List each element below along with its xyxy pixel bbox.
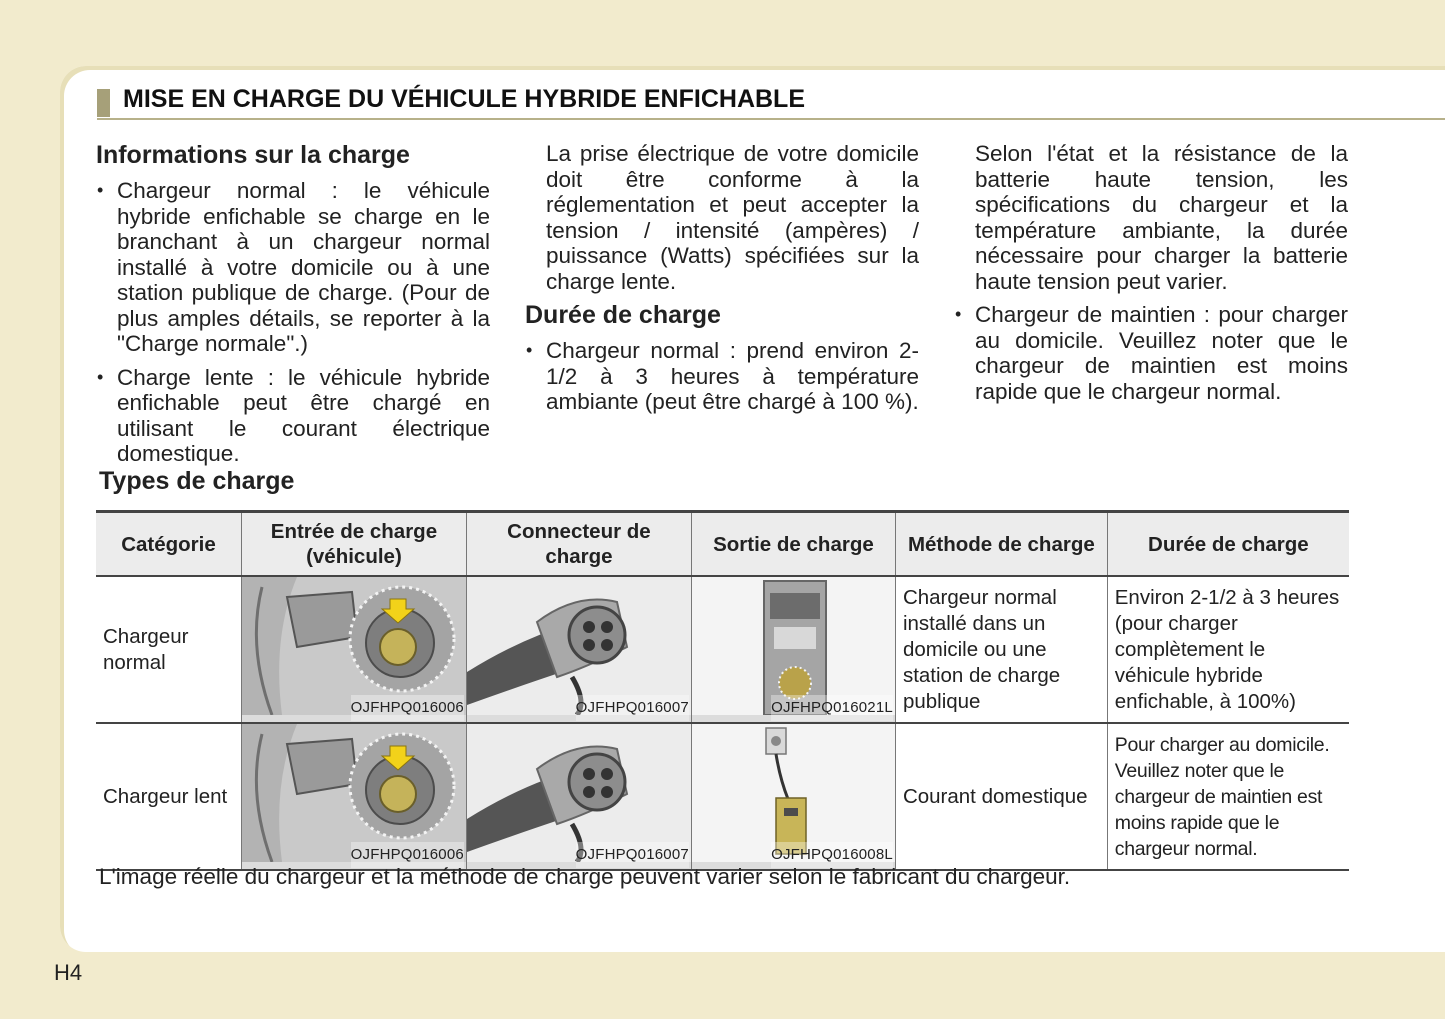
charge-types-table bbox=[96, 510, 1349, 871]
info-heading: Informations sur la charge bbox=[96, 141, 410, 169]
paragraph: La prise électrique de votre domicile doit être conforme à la réglementation et peut accepter la tension / intensité (ampères) / puissance (Watts) spécifiées sur la charge lente. bbox=[546, 141, 919, 294]
column-header: Entrée de charge (véhicule) bbox=[241, 512, 466, 577]
info-column bbox=[96, 140, 490, 475]
page-number: H4 bbox=[54, 960, 83, 985]
column-header: Méthode de charge bbox=[895, 512, 1107, 577]
figure-code: OJFHPQ016006 bbox=[351, 842, 464, 868]
maintenance-list bbox=[954, 302, 1348, 404]
section-title: MISE EN CHARGE DU VÉHICULE HYBRIDE ENFICHABLE bbox=[123, 85, 805, 113]
connector-image bbox=[466, 723, 691, 870]
figure-code: OJFHPQ016006 bbox=[351, 695, 464, 721]
list-item: • Chargeur normal : le véhicule hybride enfichable se charge en le branchant à un chargeur normal installé à votre domicile ou à une station publique de charge. (Pour de plus amples détails, se reporter à la "Charge normale".) bbox=[96, 178, 490, 357]
column-header: Connecteur de charge bbox=[466, 512, 691, 577]
method-cell: Chargeur normal installé dans un domicile ou une station de charge publique bbox=[895, 576, 1107, 723]
list-item: • Chargeur de maintien : pour charger au domicile. Veuillez noter que le chargeur de maintien est moins rapide que le chargeur normal. bbox=[954, 302, 1348, 404]
inlet-image bbox=[241, 723, 466, 870]
duration-list bbox=[525, 338, 919, 415]
inlet-image bbox=[241, 576, 466, 723]
section-title-bar bbox=[97, 84, 1445, 120]
figure-code: OJFHPQ016008L bbox=[771, 842, 893, 868]
list-item: • Charge lente : le véhicule hybride enfichable peut être chargé en utilisant le courant électrique domestique. bbox=[96, 365, 490, 467]
column-header: Catégorie bbox=[96, 512, 241, 577]
table-row bbox=[96, 576, 1349, 723]
duration-heading: Durée de charge bbox=[525, 301, 721, 329]
connector-image bbox=[466, 576, 691, 723]
footnote: L'image réelle du chargeur et la méthode de charge peuvent varier selon le fabricant du chargeur. bbox=[99, 864, 1071, 889]
outlet-image bbox=[691, 576, 895, 723]
duration-cell: Pour charger au domicile. Veuillez noter que le chargeur de maintien est moins rapide que le chargeur normal. bbox=[1107, 723, 1349, 870]
figure-code: OJFHPQ016007 bbox=[576, 695, 689, 721]
column-header: Sortie de charge bbox=[691, 512, 895, 577]
right-column bbox=[954, 141, 1348, 412]
figure-code: OJFHPQ016007 bbox=[576, 842, 689, 868]
outlet-image bbox=[691, 723, 895, 870]
table-row bbox=[96, 723, 1349, 870]
table-header-row bbox=[96, 512, 1349, 577]
duration-cell: Environ 2-1/2 à 3 heures (pour charger complètement le véhicule hybride enfichable, à 100%) bbox=[1107, 576, 1349, 723]
list-item: • Chargeur normal : prend environ 2-1/2 à 3 heures à température ambiante (peut être chargé à 100 %). bbox=[525, 338, 919, 415]
method-cell: Courant domestique bbox=[895, 723, 1107, 870]
figure-code: OJFHPQ016021L bbox=[771, 695, 893, 721]
types-heading: Types de charge bbox=[99, 467, 295, 495]
middle-column bbox=[525, 141, 919, 423]
category-cell: Chargeur normal bbox=[96, 576, 241, 723]
category-cell: Chargeur lent bbox=[96, 723, 241, 870]
paragraph: Selon l'état et la résistance de la batterie haute tension, les spécifications du chargeur et la température ambiante, la durée nécessaire pour charger la batterie haute tension peut varier. bbox=[975, 141, 1348, 294]
info-list bbox=[96, 178, 490, 467]
column-header: Durée de charge bbox=[1107, 512, 1349, 577]
title-marker bbox=[97, 89, 110, 117]
